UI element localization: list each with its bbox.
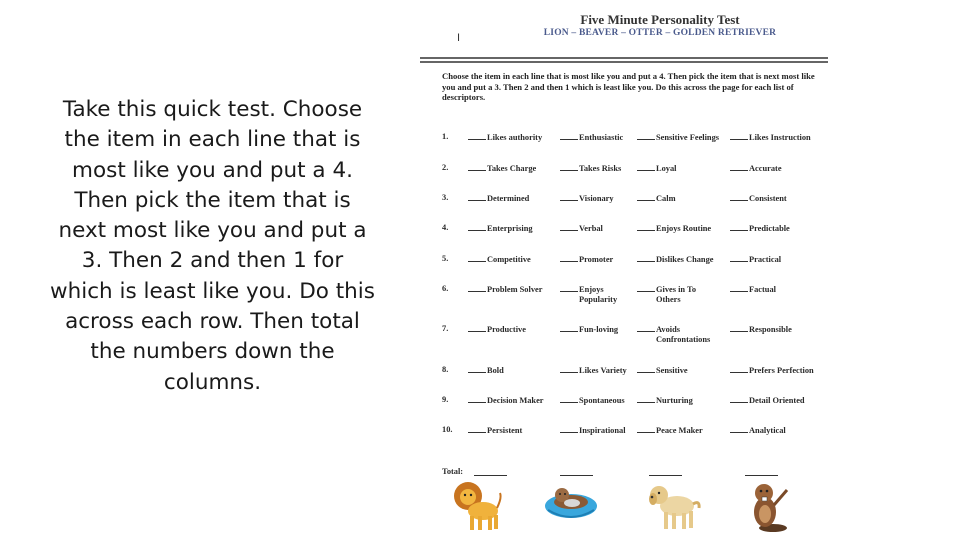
descriptor-item — [468, 284, 542, 295]
descriptor-label: Fun-loving — [579, 325, 619, 334]
descriptor-label: Enterprising — [487, 224, 533, 233]
descriptor-label: Prefers Perfection — [749, 366, 814, 375]
descriptor-item — [468, 324, 526, 335]
descriptor-label: Predictable — [749, 224, 790, 233]
descriptor-label-continued: Popularity — [579, 295, 618, 304]
descriptor-label: Likes Variety — [579, 366, 627, 375]
score-blank[interactable] — [468, 223, 486, 231]
descriptor-label: Sensitive — [656, 366, 688, 375]
descriptor-item — [468, 365, 504, 376]
descriptor-label: Productive — [487, 325, 526, 334]
score-blank[interactable] — [730, 395, 748, 403]
row-number: 8. — [442, 365, 449, 374]
instruction-text: Take this quick test. Choose the item in each line that is most like you and put a 4. Then pick the item that is next most like you and put a 3. Then 2 and then 1 for which is least like you. Do this across each row. Then total the numbers down the columns. — [50, 97, 375, 395]
descriptor-item — [637, 163, 676, 174]
descriptor-label: Takes Risks — [579, 164, 622, 173]
document-instructions: Choose the item in each line that is most like you and put a 4. Then pick the item that is next most like you and put a 3. Then 2 and then 1 which is least like you. Do this across the page for each list of descriptors. — [442, 71, 815, 102]
row-number: 9. — [442, 395, 449, 404]
row-number: 4. — [442, 223, 449, 232]
totals-row — [442, 467, 832, 476]
descriptor-item — [637, 254, 713, 265]
score-blank[interactable] — [468, 193, 486, 201]
score-blank[interactable] — [637, 425, 655, 433]
descriptor-label: Decision Maker — [487, 396, 544, 405]
descriptor-label: Likes Instruction — [749, 133, 811, 142]
total-blank-4[interactable] — [745, 475, 778, 476]
descriptor-item — [560, 254, 613, 265]
row-number: 2. — [442, 163, 449, 172]
score-blank[interactable] — [637, 284, 655, 292]
descriptor-label: Takes Charge — [487, 164, 537, 173]
descriptor-item — [560, 425, 626, 436]
score-blank[interactable] — [560, 193, 578, 201]
score-blank[interactable] — [560, 254, 578, 262]
row-number: 3. — [442, 193, 449, 202]
beaver-icon — [743, 478, 795, 533]
descriptor-item — [468, 163, 536, 174]
score-blank[interactable] — [637, 132, 655, 140]
document-title: Five Minute Personality Test — [580, 12, 740, 27]
descriptor-label: Problem Solver — [487, 285, 543, 294]
score-blank[interactable] — [637, 163, 655, 171]
descriptor-label: Inspirational — [579, 426, 626, 435]
descriptor-label: Sensitive Feelings — [656, 133, 720, 142]
descriptor-item — [637, 223, 711, 234]
row-number: 6. — [442, 284, 449, 293]
descriptor-item — [730, 365, 814, 376]
descriptor-item — [730, 254, 781, 265]
descriptor-item — [560, 163, 621, 174]
descriptor-label: Dislikes Change — [656, 255, 714, 264]
golden-retriever-icon — [644, 478, 702, 533]
score-blank[interactable] — [730, 254, 748, 262]
descriptor-label: Factual — [749, 285, 776, 294]
total-label: Total: — [442, 467, 464, 476]
total-blank-1[interactable] — [474, 475, 507, 476]
score-blank[interactable] — [560, 324, 578, 332]
descriptor-item — [560, 284, 617, 305]
score-blank[interactable] — [468, 254, 486, 262]
descriptor-label: Visionary — [579, 194, 614, 203]
score-blank[interactable] — [730, 425, 748, 433]
descriptor-item — [730, 284, 776, 295]
descriptor-label: Nurturing — [656, 396, 693, 405]
score-blank[interactable] — [637, 254, 655, 262]
descriptor-label: Analytical — [749, 426, 786, 435]
score-blank[interactable] — [560, 365, 578, 373]
descriptor-item — [637, 324, 710, 345]
descriptor-item — [468, 395, 544, 406]
descriptor-item — [730, 223, 790, 234]
lion-icon — [450, 478, 502, 533]
descriptor-label: Gives in To — [656, 285, 697, 294]
descriptor-label: Avoids — [656, 325, 681, 334]
descriptor-label: Detail Oriented — [749, 396, 805, 405]
score-blank[interactable] — [468, 132, 486, 140]
title-rule-bottom — [420, 61, 828, 63]
descriptor-label: Likes authority — [487, 133, 543, 142]
descriptor-item — [730, 193, 787, 204]
score-blank[interactable] — [637, 395, 655, 403]
descriptor-item — [560, 132, 623, 143]
descriptor-label-continued: Others — [656, 295, 681, 304]
descriptor-label: Loyal — [656, 164, 677, 173]
descriptor-item — [637, 193, 676, 204]
descriptor-label: Spontaneous — [579, 396, 625, 405]
descriptor-label: Responsible — [749, 325, 792, 334]
score-blank[interactable] — [468, 324, 486, 332]
score-blank[interactable] — [560, 163, 578, 171]
score-blank[interactable] — [560, 425, 578, 433]
descriptor-label: Peace Maker — [656, 426, 703, 435]
descriptor-label: Verbal — [579, 224, 603, 233]
score-blank[interactable] — [730, 132, 748, 140]
score-blank[interactable] — [637, 324, 655, 332]
otter-icon — [542, 478, 600, 533]
descriptor-item — [468, 425, 522, 436]
score-blank[interactable] — [730, 365, 748, 373]
descriptor-item — [560, 324, 618, 335]
descriptor-item — [560, 223, 603, 234]
score-blank[interactable] — [637, 365, 655, 373]
descriptor-item — [560, 365, 627, 376]
title-rule-top — [420, 57, 828, 59]
descriptor-item — [468, 132, 542, 143]
descriptor-label: Calm — [656, 194, 676, 203]
descriptor-item — [730, 132, 811, 143]
score-blank[interactable] — [468, 163, 486, 171]
row-number: 5. — [442, 254, 449, 263]
personality-test-document — [420, 8, 830, 533]
score-blank[interactable] — [560, 284, 578, 292]
score-blank[interactable] — [560, 395, 578, 403]
score-blank[interactable] — [637, 223, 655, 231]
descriptor-item — [560, 395, 625, 406]
score-blank[interactable] — [730, 223, 748, 231]
score-blank[interactable] — [637, 193, 655, 201]
page-mark: I — [457, 32, 461, 44]
descriptor-label: Enjoys Routine — [656, 224, 712, 233]
row-number: 10. — [442, 425, 453, 434]
descriptor-item — [730, 324, 792, 335]
score-blank[interactable] — [730, 193, 748, 201]
descriptor-item — [468, 254, 531, 265]
total-blank-3[interactable] — [649, 475, 682, 476]
score-blank[interactable] — [560, 223, 578, 231]
document-subtitle: LION – BEAVER – OTTER – GOLDEN RETRIEVER — [543, 28, 777, 38]
descriptor-label: Determined — [487, 194, 530, 203]
descriptor-item — [730, 395, 805, 406]
descriptor-item — [637, 365, 688, 376]
descriptor-label: Practical — [749, 255, 782, 264]
total-blank-2[interactable] — [560, 475, 593, 476]
descriptor-label: Persistent — [487, 426, 523, 435]
score-blank[interactable] — [730, 324, 748, 332]
descriptor-label: Consistent — [749, 194, 787, 203]
descriptor-item — [730, 425, 786, 436]
score-blank[interactable] — [730, 163, 748, 171]
descriptor-label: Accurate — [749, 164, 782, 173]
descriptor-label-continued: Confrontations — [656, 335, 711, 344]
descriptor-item — [637, 132, 719, 143]
descriptor-label: Enjoys — [579, 285, 604, 294]
descriptor-item — [468, 223, 533, 234]
descriptor-item — [637, 284, 696, 305]
descriptor-item — [637, 395, 693, 406]
descriptor-label: Promoter — [579, 255, 614, 264]
descriptor-label: Enthusiastic — [579, 133, 624, 142]
score-blank[interactable] — [468, 425, 486, 433]
descriptor-item — [730, 163, 782, 174]
score-blank[interactable] — [468, 395, 486, 403]
score-blank[interactable] — [730, 284, 748, 292]
row-number: 7. — [442, 324, 449, 333]
descriptor-item — [468, 193, 529, 204]
descriptor-item — [560, 193, 614, 204]
descriptor-item — [637, 425, 703, 436]
score-blank[interactable] — [468, 284, 486, 292]
row-number: 1. — [442, 132, 449, 141]
score-blank[interactable] — [468, 365, 486, 373]
score-blank[interactable] — [560, 132, 578, 140]
descriptor-label: Bold — [487, 366, 504, 375]
descriptor-label: Competitive — [487, 255, 531, 264]
